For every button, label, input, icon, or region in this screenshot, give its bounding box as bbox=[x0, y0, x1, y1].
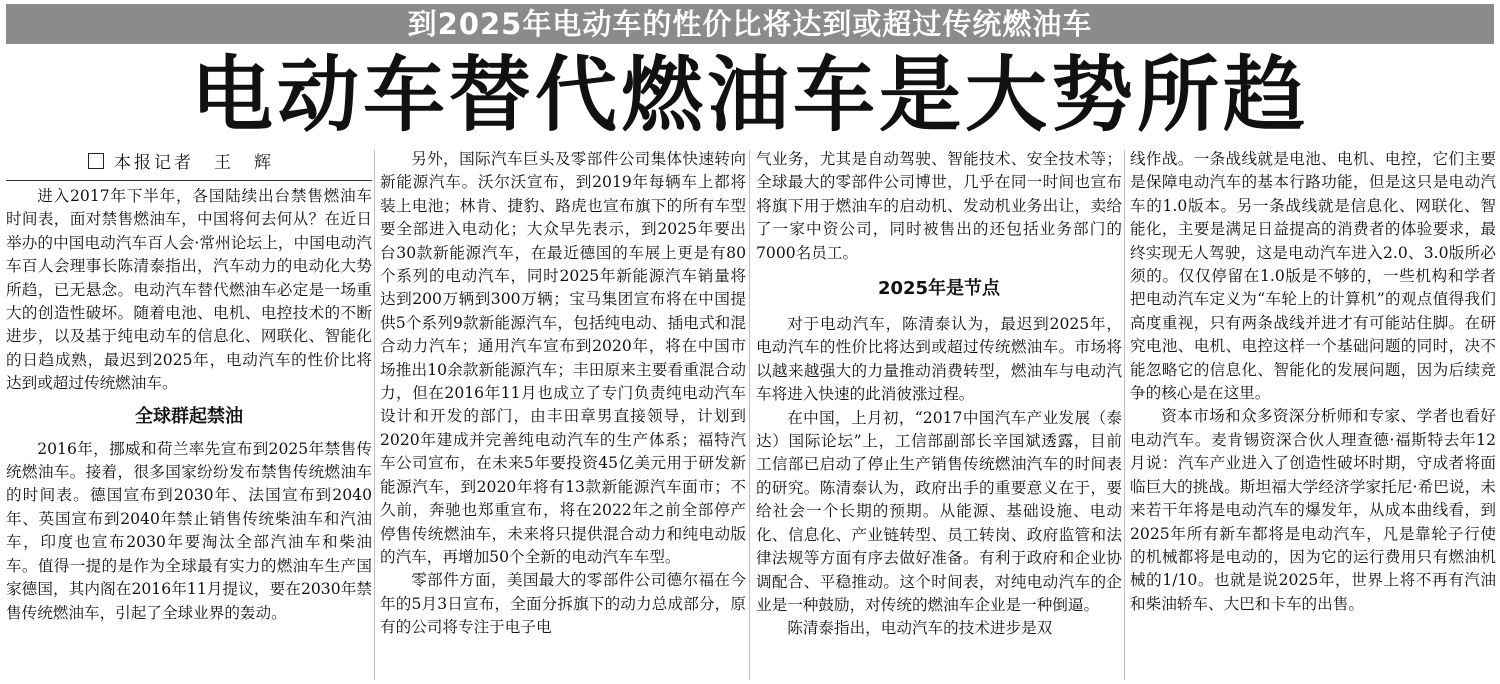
paragraph: 零部件方面，美国最大的零部件公司德尔福在今年的5月3日宣布，全面分拆旗下的动力总成部分，原有的公司将专注于电子电 bbox=[380, 571, 746, 637]
article-column-3 bbox=[756, 148, 1122, 682]
byline bbox=[6, 148, 372, 181]
paragraph: 线作战。一条战线就是电池、电机、电控，它们主要是保障电动汽车的基本行路功能，但是这只是电动汽车的1.0版本。另一条战线就是信息化、网联化、智能化，主要是满足日益提高的消费者的体验要求，最终实现无人驾驶，这是电动汽车进入2.0、3.0版所必须的。仅仅停留在1.0版是不够的，一些机构和学者把电动汽车定义为“车轮上的计算机”的观点值得我们高度重视，只有两条战线并进才有可能站住脚。在研究电池、电机、电控这样一个基础问题的同时，决不能忽略它的信息化、智能化的发展问题，因为后续竞争的核心是在这里。 bbox=[1130, 150, 1496, 403]
paragraph: 在中国，上月初，“2017中国汽车产业发展（泰达）国际论坛”上，工信部副部长辛国斌透露，目前工信部已启动了停止生产销售传统燃油汽车的时间表的研究。陈清泰认为，政府出手的重要意义在于，要给社会一个长期的预期。从能源、基础设施、电动化、信息化、产业链转型、员工转岗、政府监管和法律法规等方面有序去做好准备。有利于政府和企业协调配合、平稳推动。这个时间表，对纯电动汽车的企业是一种鼓励，对传统的燃油车企业是一种倒逼。 bbox=[756, 408, 1122, 614]
paragraph: 资本市场和众多资深分析师和专家、学者也看好电动汽车。麦肯锡资深合伙人理查德·福斯特去年12月说：汽车产业进入了创造性破坏时期，守成者将面临巨大的挑战。斯坦福大学经济学家托尼·希巴说，未来若干年将是电动汽车的爆发年，从成本曲线看，到2025年所有新车都将是电动汽车，凡是靠轮子行使的机械都将是电动的，因为它的运行费用只有燃油机械的1/10。也就是说2025年，世界上将不再有汽油和柴油轿车、大巴和卡车的出售。 bbox=[1130, 407, 1496, 613]
square-icon bbox=[88, 153, 104, 169]
headline: 电动车替代燃油车是大势所趋 bbox=[190, 48, 1309, 143]
section-subhead: 2025年是节点 bbox=[877, 278, 1001, 300]
paragraph: 陈清泰指出，电动汽车的技术进步是双 bbox=[787, 619, 1053, 638]
paragraph: 进入2017年下半年，各国陆续出台禁售燃油车时间表，面对禁售燃油车，中国将何去何从？在近日举办的中国电动汽车百人会·常州论坛上，中国电动汽车百人会理事长陈清泰指出，汽车动力的电动化大势所趋，已无悬念。电动汽车替代燃油车必定是一场重大的创造性破坏。随着电池、电机、电控技术的不断进步，以及基于纯电动车的信息化、网联化、智能化的日趋成熟，最迟到2025年，电动汽车的性价比将达到或超过传统燃油车。 bbox=[6, 187, 372, 393]
paragraph: 气业务，尤其是自动驾驶、智能技术、安全技术等；全球最大的零部件公司博世，几乎在同一时间也宣布将旗下用于燃油车的启动机、发动机业务出让，卖给了一家中资公司，同时被售出的还包括业务部门的7000名员工。 bbox=[756, 150, 1122, 262]
column-rule bbox=[374, 150, 375, 680]
byline-text: 本报记者 王 辉 bbox=[114, 153, 274, 173]
column-rule bbox=[1124, 150, 1125, 680]
section-subhead: 全球群起禁油 bbox=[135, 405, 243, 427]
article-column-1 bbox=[6, 148, 372, 682]
paragraph: 对于电动汽车，陈清泰认为，最迟到2025年，电动汽车的性价比将达到或超过传统燃油车。市场将以越来越强大的力量推动消费转型，燃油车与电动汽车将进入快速的此消彼涨过程。 bbox=[756, 315, 1122, 404]
article-column-4 bbox=[1130, 148, 1496, 682]
kicker-banner: 到2025年电动车的性价比将达到或超过传统燃油车 bbox=[6, 4, 1494, 44]
column-rule bbox=[749, 150, 750, 680]
paragraph: 2016年，挪威和荷兰率先宣布到2025年禁售传统燃油车。接着，很多国家纷纷发布禁售传统燃油车的时间表。德国宣布到2030年、法国宣布到2040年、英国宣布到2040年禁止销售传统柴油车和汽油车，印度也宣布2030年要淘汰全部汽油车和柴油车。值得一提的是作为全球最有实力的燃油车生产国家德国，其内阁在2016年11月提议，要在2030年禁售传统燃油车，引起了全球业界的轰动。 bbox=[6, 439, 372, 622]
article-column-2 bbox=[380, 148, 746, 682]
paragraph: 另外，国际汽车巨头及零部件公司集体快速转向新能源汽车。沃尔沃宣布，到2019年每辆车上都将装上电池；林肯、捷豹、路虎也宣布旗下的所有车型要全部进入电动化；大众早先表示，到2025年要出台30款新能源汽车，在最近德国的车展上更是有80个系列的电动汽车，同时2025年新能源汽车销量将达到200万辆到300万辆；宝马集团宣布将在中国提供5个系列9款新能源汽车，包括纯电动、插电式和混合动力汽车；通用汽车宣布到2020年，将在中国市场推出10余款新能源汽车；丰田原来主要看重混合动力，但在2016年11月也成立了专门负责纯电动汽车设计和开发的部门，由丰田章男直接领导，计划到2020年建成并完善纯电动汽车的生产体系；福特汽车公司宣布，在未来5年要投资45亿美元用于研发新能源汽车，到2020年将有13款新能源汽车面市；不久前，奔驰也郑重宣布，将在2022年之前全部停产停售传统燃油车，未来将只提供混合动力和纯电动版的汽车，再增加50个全新的电动汽车车型。 bbox=[380, 150, 746, 566]
